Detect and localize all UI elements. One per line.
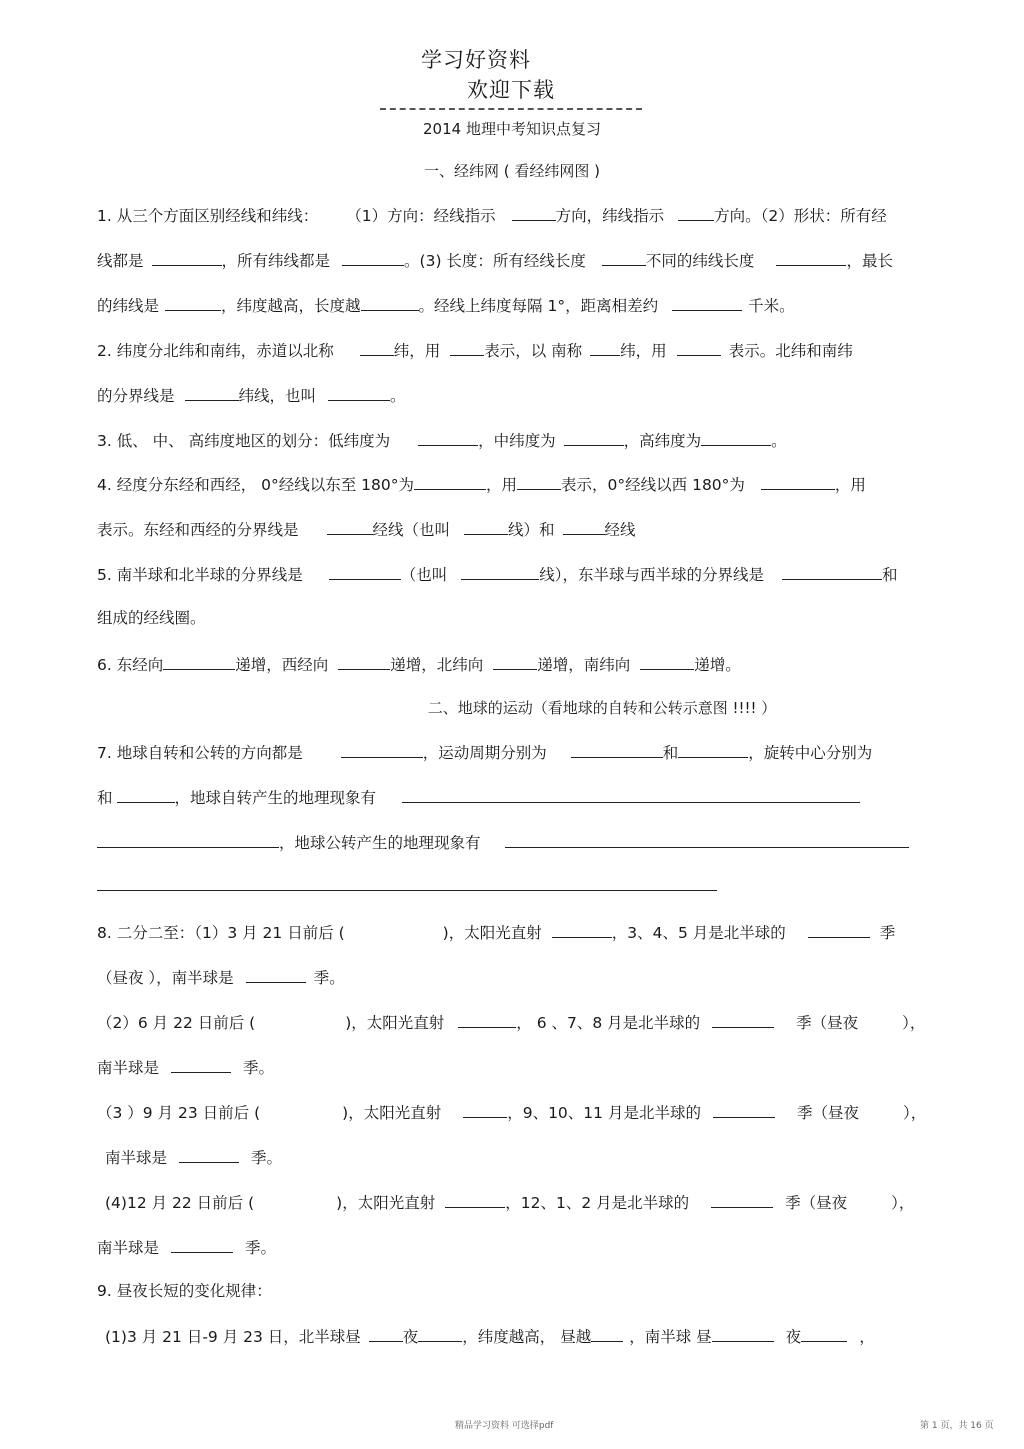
text: ，用 (834, 476, 866, 494)
blank[interactable] (761, 473, 835, 490)
text: 的纬线是 (97, 297, 160, 315)
text: 表示。东经和西经的分界线是 (97, 521, 299, 539)
text: 表示，以 南称 (484, 342, 583, 360)
text: 和 (97, 789, 113, 807)
text: 。 (771, 432, 787, 450)
answer-line[interactable] (97, 890, 717, 891)
blank[interactable] (571, 741, 663, 758)
text: ，中纬度为 (478, 432, 556, 450)
text: 纬，用 (393, 342, 441, 360)
blank[interactable] (341, 741, 423, 758)
blank[interactable] (327, 518, 373, 535)
blank[interactable] (564, 429, 624, 446)
blank[interactable] (464, 518, 508, 535)
text: 南半球是 (97, 1239, 160, 1257)
blank[interactable] (640, 653, 694, 670)
blank[interactable] (505, 831, 909, 848)
header-right: 欢迎下载 (467, 78, 555, 102)
blank[interactable] (185, 384, 239, 401)
blank[interactable] (712, 1325, 774, 1342)
text: ，9、10、11 月是北半球的 (507, 1104, 701, 1122)
text: 季（昼夜 (796, 1014, 859, 1032)
text: 9. 昼夜长短的变化规律： (97, 1282, 272, 1300)
blank[interactable] (782, 563, 882, 580)
text: 6. 东经向 (97, 656, 164, 674)
text: 方向，纬线指示 (555, 207, 665, 225)
text: 季。 (251, 1149, 283, 1167)
text: 南半球是 (97, 1059, 160, 1077)
blank[interactable] (493, 653, 537, 670)
question-6 (97, 653, 927, 675)
text: ，地球自转产生的地理现象有 (174, 789, 377, 807)
text: 季。 (313, 969, 345, 987)
text: 7. 地球自转和公转的方向都是 (97, 744, 303, 762)
text: ，纬度越高， 昼越 (462, 1328, 592, 1346)
question-2-line-1 (97, 339, 927, 361)
question-1-line-1 (97, 204, 927, 226)
question-3 (97, 429, 927, 451)
question-8-line-1 (97, 921, 927, 943)
text: 递增，西经向 (235, 656, 329, 674)
text: ，高纬度为 (623, 432, 702, 450)
text: 的分界线是 (97, 387, 175, 405)
blank[interactable] (563, 518, 605, 535)
question-5-line-2 (97, 608, 927, 628)
blank[interactable] (463, 1101, 507, 1118)
question-8-line-4 (97, 1056, 927, 1078)
blank[interactable] (712, 1011, 774, 1028)
text: ，运动周期分别为 (422, 744, 547, 762)
text: 方向。（2）形状：所有经 (714, 207, 887, 225)
question-1-line-2 (97, 249, 927, 271)
header-left: 学习好资料 (421, 48, 531, 72)
text: ，旋转中心分别为 (748, 744, 873, 762)
document-title: 2014 地理中考知识点复习 (423, 120, 601, 138)
text: 8. 二分二至：（1）3 月 21 日前后 ( (97, 924, 345, 942)
text: 纬线，也叫 (238, 387, 317, 405)
blank[interactable] (117, 786, 175, 803)
text: 夜 (785, 1328, 802, 1346)
blank[interactable] (361, 294, 419, 311)
text: 4. 经度分东经和西经， 0°经线以东至 180°为 (97, 476, 415, 494)
text: （3 ）9 月 23 日前后 ( (97, 1104, 261, 1122)
blank[interactable] (418, 429, 478, 446)
question-4-line-2 (97, 518, 927, 540)
text: 纬，用 (620, 342, 667, 360)
blank[interactable] (328, 384, 390, 401)
blank[interactable] (97, 831, 279, 848)
text: ，最长 (846, 252, 893, 270)
blank[interactable] (329, 563, 401, 580)
text: ）， (902, 1104, 927, 1122)
question-8-line-7 (105, 1191, 935, 1213)
text: 线），东半球与西半球的分界线是 (539, 566, 764, 584)
text: 表示，0°经线以西 180°为 (561, 476, 745, 494)
blank[interactable] (450, 339, 484, 356)
text: 季。 (243, 1059, 275, 1077)
blank[interactable] (414, 473, 486, 490)
text: 千米。 (748, 297, 795, 315)
blank[interactable] (342, 249, 404, 266)
question-8-line-6 (105, 1146, 935, 1168)
blank[interactable] (602, 249, 646, 266)
blank[interactable] (171, 1236, 233, 1253)
text: ，地球公转产生的地理现象有 (279, 834, 481, 852)
blank[interactable] (552, 921, 612, 938)
text: ，12、1、2 月是北半球的 (505, 1194, 690, 1212)
text: 季。 (245, 1239, 277, 1257)
text: 南半球是 (105, 1149, 168, 1167)
text: )，太阳光直射 (336, 1194, 436, 1212)
question-8-line-5 (97, 1101, 927, 1123)
text: 。(3) 长度：所有经线长度 (404, 252, 586, 270)
question-7-line-2 (97, 786, 927, 808)
text: 和 (662, 744, 679, 762)
text: ， (859, 1328, 875, 1346)
text: 线）和 (508, 521, 555, 539)
text: 线都是 (97, 252, 144, 270)
blank[interactable] (461, 563, 539, 580)
question-7-line-1 (97, 741, 927, 763)
blank[interactable] (458, 1011, 516, 1028)
text: ，3、4、5 月是北半球的 (611, 924, 786, 942)
blank[interactable] (445, 1191, 505, 1208)
blank[interactable] (776, 249, 846, 266)
question-7-line-3 (97, 831, 927, 853)
blank[interactable] (713, 1101, 775, 1118)
text: 季（昼夜 (796, 1104, 859, 1122)
blank[interactable] (808, 921, 870, 938)
text: 经线（也叫 (372, 521, 451, 539)
blank[interactable] (591, 1325, 623, 1342)
text: 不同的纬线长度 (645, 252, 755, 270)
blank[interactable] (171, 1056, 231, 1073)
text: （2）6 月 22 日前后 ( (97, 1014, 256, 1032)
section-heading-1: 一、经纬网 ( 看经纬网图 ) (423, 162, 600, 180)
blank[interactable] (801, 1325, 847, 1342)
text: 3. 低、 中、 高纬度地区的划分：低纬度为 (97, 432, 391, 450)
text: （1）方向：经线指示 (346, 207, 496, 225)
question-2-line-2 (97, 384, 927, 406)
question-1-line-3 (97, 294, 927, 316)
text: )，太阳光直射 (342, 1104, 442, 1122)
blank[interactable] (711, 1191, 773, 1208)
blank[interactable] (672, 294, 742, 311)
text: 季（昼夜 (785, 1194, 848, 1212)
text: 1. 从三个方面区别经线和纬线： (97, 207, 319, 225)
blank[interactable] (152, 249, 222, 266)
text: ）， (902, 1014, 926, 1032)
text: （昼夜 ），南半球是 (97, 969, 234, 987)
text: 季 (879, 924, 896, 942)
blank[interactable] (701, 429, 771, 446)
text: （也叫 (400, 566, 448, 584)
blank[interactable] (338, 653, 390, 670)
question-8-line-3 (97, 1011, 927, 1033)
text: ，南半球 昼 (629, 1328, 712, 1346)
blank[interactable] (590, 339, 620, 356)
text: )，太阳光直射 (442, 924, 542, 942)
text: 2. 纬度分北纬和南纬，赤道以北称 (97, 342, 334, 360)
text: 经线 (604, 521, 636, 539)
blank[interactable] (179, 1146, 239, 1163)
footer-left: 精品学习资料 可选择pdf (455, 1421, 554, 1431)
text: 递增。 (694, 656, 741, 674)
question-4-line-1 (97, 473, 927, 495)
text: 夜 (402, 1328, 419, 1346)
section-heading-2: 二、地球的运动（看地球的自转和公转示意图 !!!! ） (427, 699, 777, 717)
text: ，所有纬线都是 (221, 252, 331, 270)
text: (1)3 月 21 日-9 月 23 日，北半球昼 (105, 1328, 361, 1346)
blank[interactable] (163, 653, 235, 670)
blank[interactable] (512, 204, 556, 221)
blank[interactable] (246, 966, 306, 983)
text: 递增，南纬向 (537, 656, 631, 674)
text: 组成的经线圈。 (97, 609, 206, 627)
question-9-line-1 (105, 1325, 935, 1347)
blank[interactable] (678, 204, 714, 221)
text: 。经线上纬度每隔 1°，距离相差约 (418, 297, 659, 315)
text: 和 (882, 566, 898, 584)
text: (4)12 月 22 日前后 ( (105, 1194, 255, 1212)
question-8-line-8 (97, 1236, 927, 1258)
blank[interactable] (517, 473, 561, 490)
text: 。 (390, 387, 406, 405)
text: ，用 (486, 476, 518, 494)
text: ）， (891, 1194, 915, 1212)
text: 表示。北纬和南纬 (728, 342, 853, 360)
blank[interactable] (369, 1325, 403, 1342)
text: ， 6 、7、8 月是北半球的 (516, 1014, 701, 1032)
blank[interactable] (165, 294, 221, 311)
blank[interactable] (402, 786, 860, 803)
blank[interactable] (678, 741, 748, 758)
blank[interactable] (677, 339, 721, 356)
blank[interactable] (360, 339, 394, 356)
blank[interactable] (418, 1325, 462, 1342)
text: )，太阳光直射 (345, 1014, 445, 1032)
text: 5. 南半球和北半球的分界线是 (97, 566, 303, 584)
page-header (380, 44, 642, 110)
question-5-line-1 (97, 563, 927, 585)
question-8-line-2 (97, 966, 927, 988)
text: ，纬度越高，长度越 (221, 297, 361, 315)
text: 递增，北纬向 (390, 656, 484, 674)
footer-page-number: 第 1 页，共 16 页 (920, 1421, 994, 1431)
question-9-heading (97, 1281, 927, 1301)
